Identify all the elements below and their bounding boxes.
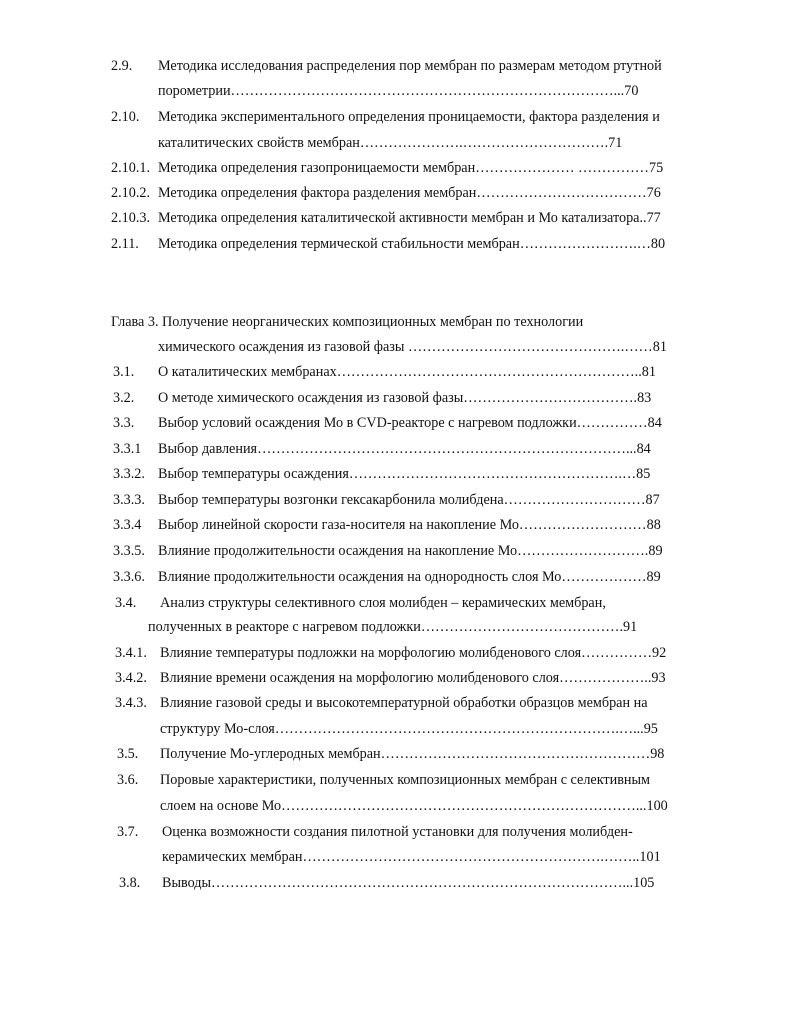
toc-entry-title: химического осаждения из газовой фазы ……………………………………….……81 [158, 339, 667, 355]
toc-number: 2.11. [111, 236, 139, 252]
toc-entry-title: Выбор температуры возгонки гексакарбонила молибдена…………………………87 [158, 492, 660, 508]
toc-number: 2.10.2. [111, 185, 151, 201]
toc-entry-title: О каталитических мембранах………………………………………………………..81 [158, 364, 656, 380]
toc-entry-title: слоем на основе Мо…………………………………………………………………...100 [160, 798, 668, 814]
toc-entry-title: Методика определения газопроницаемости мембран………………… ……………75 [158, 160, 664, 176]
toc-entry-title: Влияние температуры подложки на морфологию молибденового слоя……………92 [160, 645, 667, 661]
toc-entry-title: Выбор температуры осаждения………………………………………………….…85 [158, 466, 651, 482]
toc-number: 3.4.1. [115, 645, 147, 661]
toc-number: 3.7. [117, 824, 139, 840]
toc-number: 2.10. [111, 109, 140, 125]
toc-entry-title: Влияние газовой среды и высокотемпературной обработки образцов мембран на [160, 695, 648, 711]
toc-entry-title: Влияние времени осаждения на морфологию молибденового слоя………………..93 [160, 670, 666, 686]
toc-entry-title: Методика определения фактора разделения мембран………………………………76 [158, 185, 661, 201]
toc-number: 3.1. [113, 364, 135, 380]
toc-number: 3.6. [117, 772, 139, 788]
toc-entry-title: Методика определения каталитической активности мембран и Мо катализатора..77 [158, 210, 661, 226]
toc-entry-title: Методика определения термической стабильности мембран…………………….…80 [158, 236, 666, 252]
toc-number: 3.3.3. [113, 492, 145, 508]
toc-entry-title: Методика экспериментального определения проницаемости, фактора разделения и [158, 109, 660, 125]
toc-entry-title: Оценка возможности создания пилотной установки для получения молибден- [162, 824, 633, 840]
toc-entry-title: порометрии………………………………………………………………………...70 [158, 83, 639, 99]
toc-entry-title: Анализ структуры селективного слоя молибден – керамических мембран, [160, 595, 606, 611]
chapter-heading: Глава 3. Получение неорганических композиционных мембран по технологии [111, 314, 584, 330]
toc-number: 3.3.1 [113, 441, 142, 457]
toc-entry-title: О методе химического осаждения из газовой фазы……………………………….83 [158, 390, 652, 406]
toc-number: 3.3.2. [113, 466, 145, 482]
toc-number: 2.10.3. [111, 210, 151, 226]
toc-number: 3.3.4 [113, 517, 142, 533]
toc-entry-title: Получение Мо-углеродных мембран…………………………………………………98 [160, 746, 665, 762]
toc-entry-title: полученных в реакторе с нагревом подложки…………………………………….91 [148, 619, 638, 635]
toc-number: 2.9. [111, 58, 133, 74]
toc-entry-title: Влияние продолжительности осаждения на однородность слоя Мо………………89 [158, 569, 661, 585]
toc-number: 2.10.1. [111, 160, 151, 176]
toc-number: 3.4.2. [115, 670, 147, 686]
toc-entry-title: Поровые характеристики, полученных композиционных мембран с селективным [160, 772, 651, 788]
toc-number: 3.8. [119, 875, 141, 891]
toc-entry-title: Выбор условий осаждения Мо в CVD-реакторе с нагревом подложки……………84 [158, 415, 662, 431]
toc-entry-title: каталитических свойств мембран………………….………………………….71 [158, 135, 623, 151]
toc-number: 3.4.3. [115, 695, 147, 711]
toc-entry-title: керамических мембран……………………………………………………….……..101 [162, 849, 661, 865]
toc-entry-title: Выбор линейной скорости газа-носителя на накопление Мо………………………88 [158, 517, 661, 533]
toc-entry-title: Влияние продолжительности осаждения на накопление Мо……………………….89 [158, 543, 663, 559]
toc-number: 3.4. [115, 595, 137, 611]
toc-number: 3.3.5. [113, 543, 145, 559]
toc-entry-title: Выбор давления……………………………………………………………………...84 [158, 441, 651, 457]
toc-number: 3.2. [113, 390, 135, 406]
toc-entry-title: Выводы……………………………………………………………………………...105 [162, 875, 655, 891]
toc-entry-title: структуру Мо-слоя……………………………………………………………….…...95 [160, 721, 658, 737]
toc-number: 3.5. [117, 746, 139, 762]
toc-number: 3.3. [113, 415, 135, 431]
toc-entry-title: Методика исследования распределения пор мембран по размерам методом ртутной [158, 58, 662, 74]
toc-number: 3.3.6. [113, 569, 145, 585]
